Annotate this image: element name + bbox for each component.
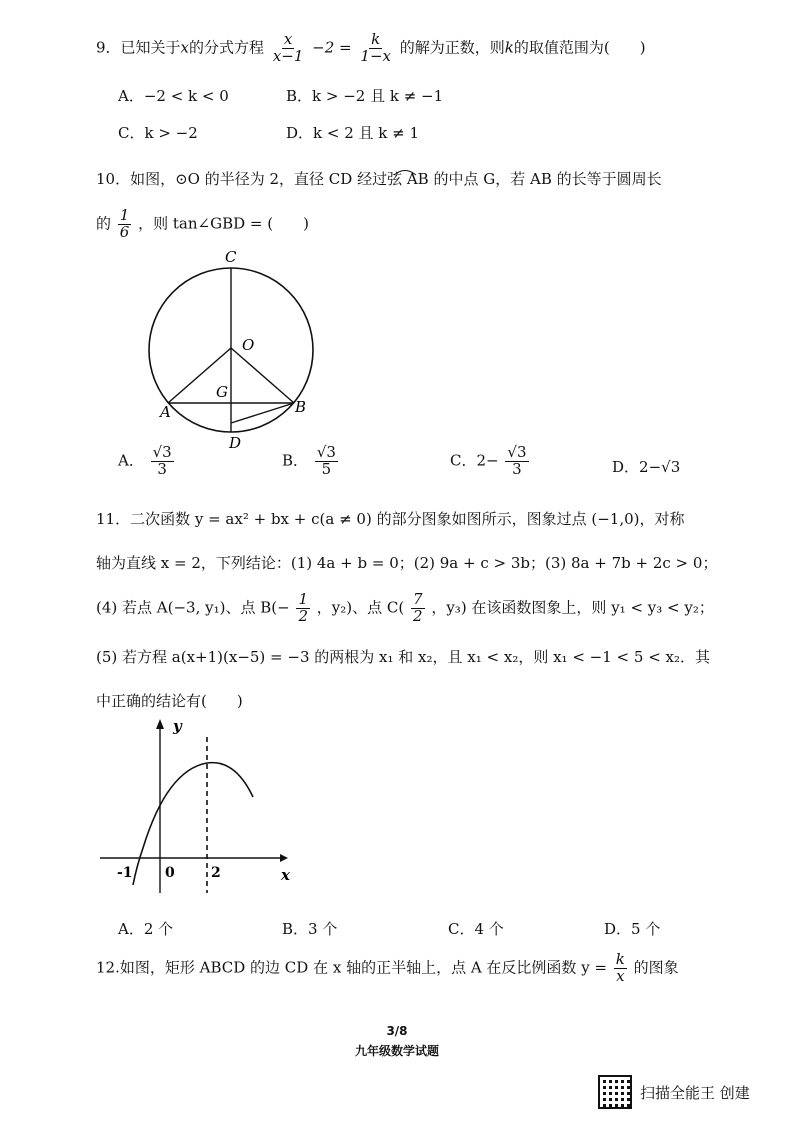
q11-parabola-graph [95, 715, 305, 895]
q10-option-b: B． $\frac{√3}{5}$ [282, 443, 336, 478]
x-axis-arrow [280, 854, 288, 862]
q10-option-a: A． $\frac{√3}{3}$ [118, 443, 172, 478]
q9-option-c: C．k > −2 [118, 124, 198, 142]
y-label: y [173, 717, 182, 735]
q11-option-a: A．2 个 [118, 920, 174, 938]
x-label: x [281, 866, 290, 884]
q11-line3: (4) 若点 A(−3, y₁)、点 B(− $\frac{1}{2}$ ，y₂)、点 C( $\frac{7}{2}$ ，y₃) 在该函数图象上，则 y₁ < y₃ < y₂； [96, 590, 714, 625]
q10-option-d: D．2−√3 [612, 458, 681, 476]
q9-text-end: 的取值范围为( ) [513, 38, 646, 57]
q9-frac2: $\frac{k}{1-x}$ [360, 30, 391, 65]
q9-option-d: D．k < 2 且 k ≠ 1 [286, 124, 420, 142]
q11-option-b: B．3 个 [282, 920, 338, 938]
qr-code-icon [598, 1075, 632, 1109]
q10-circle-figure [130, 245, 330, 460]
label-b: B [295, 398, 307, 416]
q10-option-c: C．2− $\frac{√3}{3}$ [450, 443, 527, 478]
q10-line2: 的 $\frac{1}{6}$ ，则 tan∠GBD = ( ) [96, 206, 309, 241]
tick-2: 2 [211, 865, 221, 881]
label-a: A [160, 403, 171, 421]
scanner-watermark: 扫描全能王 创建 [640, 1084, 750, 1102]
q9-var-x: x [180, 38, 190, 57]
q9-option-a: A．−2 < k < 0 [118, 87, 229, 105]
q11-line5: 中正确的结论有( ) [96, 692, 243, 710]
segment-ob [231, 348, 294, 403]
q10-arc-mark [392, 166, 418, 176]
tick-neg1: -1 [117, 865, 133, 881]
q9-stem [96, 32, 646, 65]
arc-ab-mark [394, 171, 416, 176]
q9-text-pre: 9．已知关于 [96, 38, 181, 57]
q9-var-k: k [504, 38, 514, 57]
q9-option-b: B．k > −2 且 k ≠ −1 [286, 87, 444, 105]
q11-option-c: C．4 个 [448, 920, 504, 938]
q10-frac-one-sixth: $\frac{1}{6}$ [119, 206, 130, 241]
y-axis-arrow [156, 719, 164, 729]
exam-title: 九年级数学试题 [354, 1044, 439, 1058]
q11-option-d: D．5 个 [604, 920, 661, 938]
q10-line1: 10．如图，⊙O 的半径为 2，直径 CD 经过弦 AB 的中点 G，若 AB 的长等于圆周长 [96, 170, 662, 188]
q11-line4: (5) 若方程 a(x+1)(x−5) = −3 的两根为 x₁ 和 x₂，且 x₁ < x₂，则 x₁ < −1 < 5 < x₂．其 [96, 648, 711, 666]
q11-line1: 11．二次函数 y = ax² + bx + c(a ≠ 0) 的部分图象如图所示，图象过点 (−1,0)，对称 [96, 510, 685, 528]
q12-line1: 12.如图，矩形 ABCD 的边 CD 在 x 轴的正半轴上，点 A 在反比例函数 y = $\frac{k}{x}$ 的图象 [96, 950, 679, 985]
q9-minus-two: −2 = [312, 38, 352, 57]
page-number: 3/8 [386, 1024, 408, 1038]
label-g: G [216, 383, 228, 401]
parabola-curve [133, 763, 253, 885]
q11-line2: 轴为直线 x = 2，下列结论：(1) 4a + b = 0；(2) 9a + c > 3b；(3) 8a + 7b + 2c > 0； [96, 554, 718, 572]
q9-text-mid: 的分式方程 [189, 38, 265, 57]
label-c: C [225, 248, 237, 266]
tick-0: 0 [165, 865, 175, 881]
label-o: O [242, 336, 255, 354]
q9-text-post: 的解为正数，则 [399, 38, 505, 57]
q9-frac1: $\frac{x}{x-1}$ [272, 30, 304, 65]
label-d: D [229, 434, 242, 452]
